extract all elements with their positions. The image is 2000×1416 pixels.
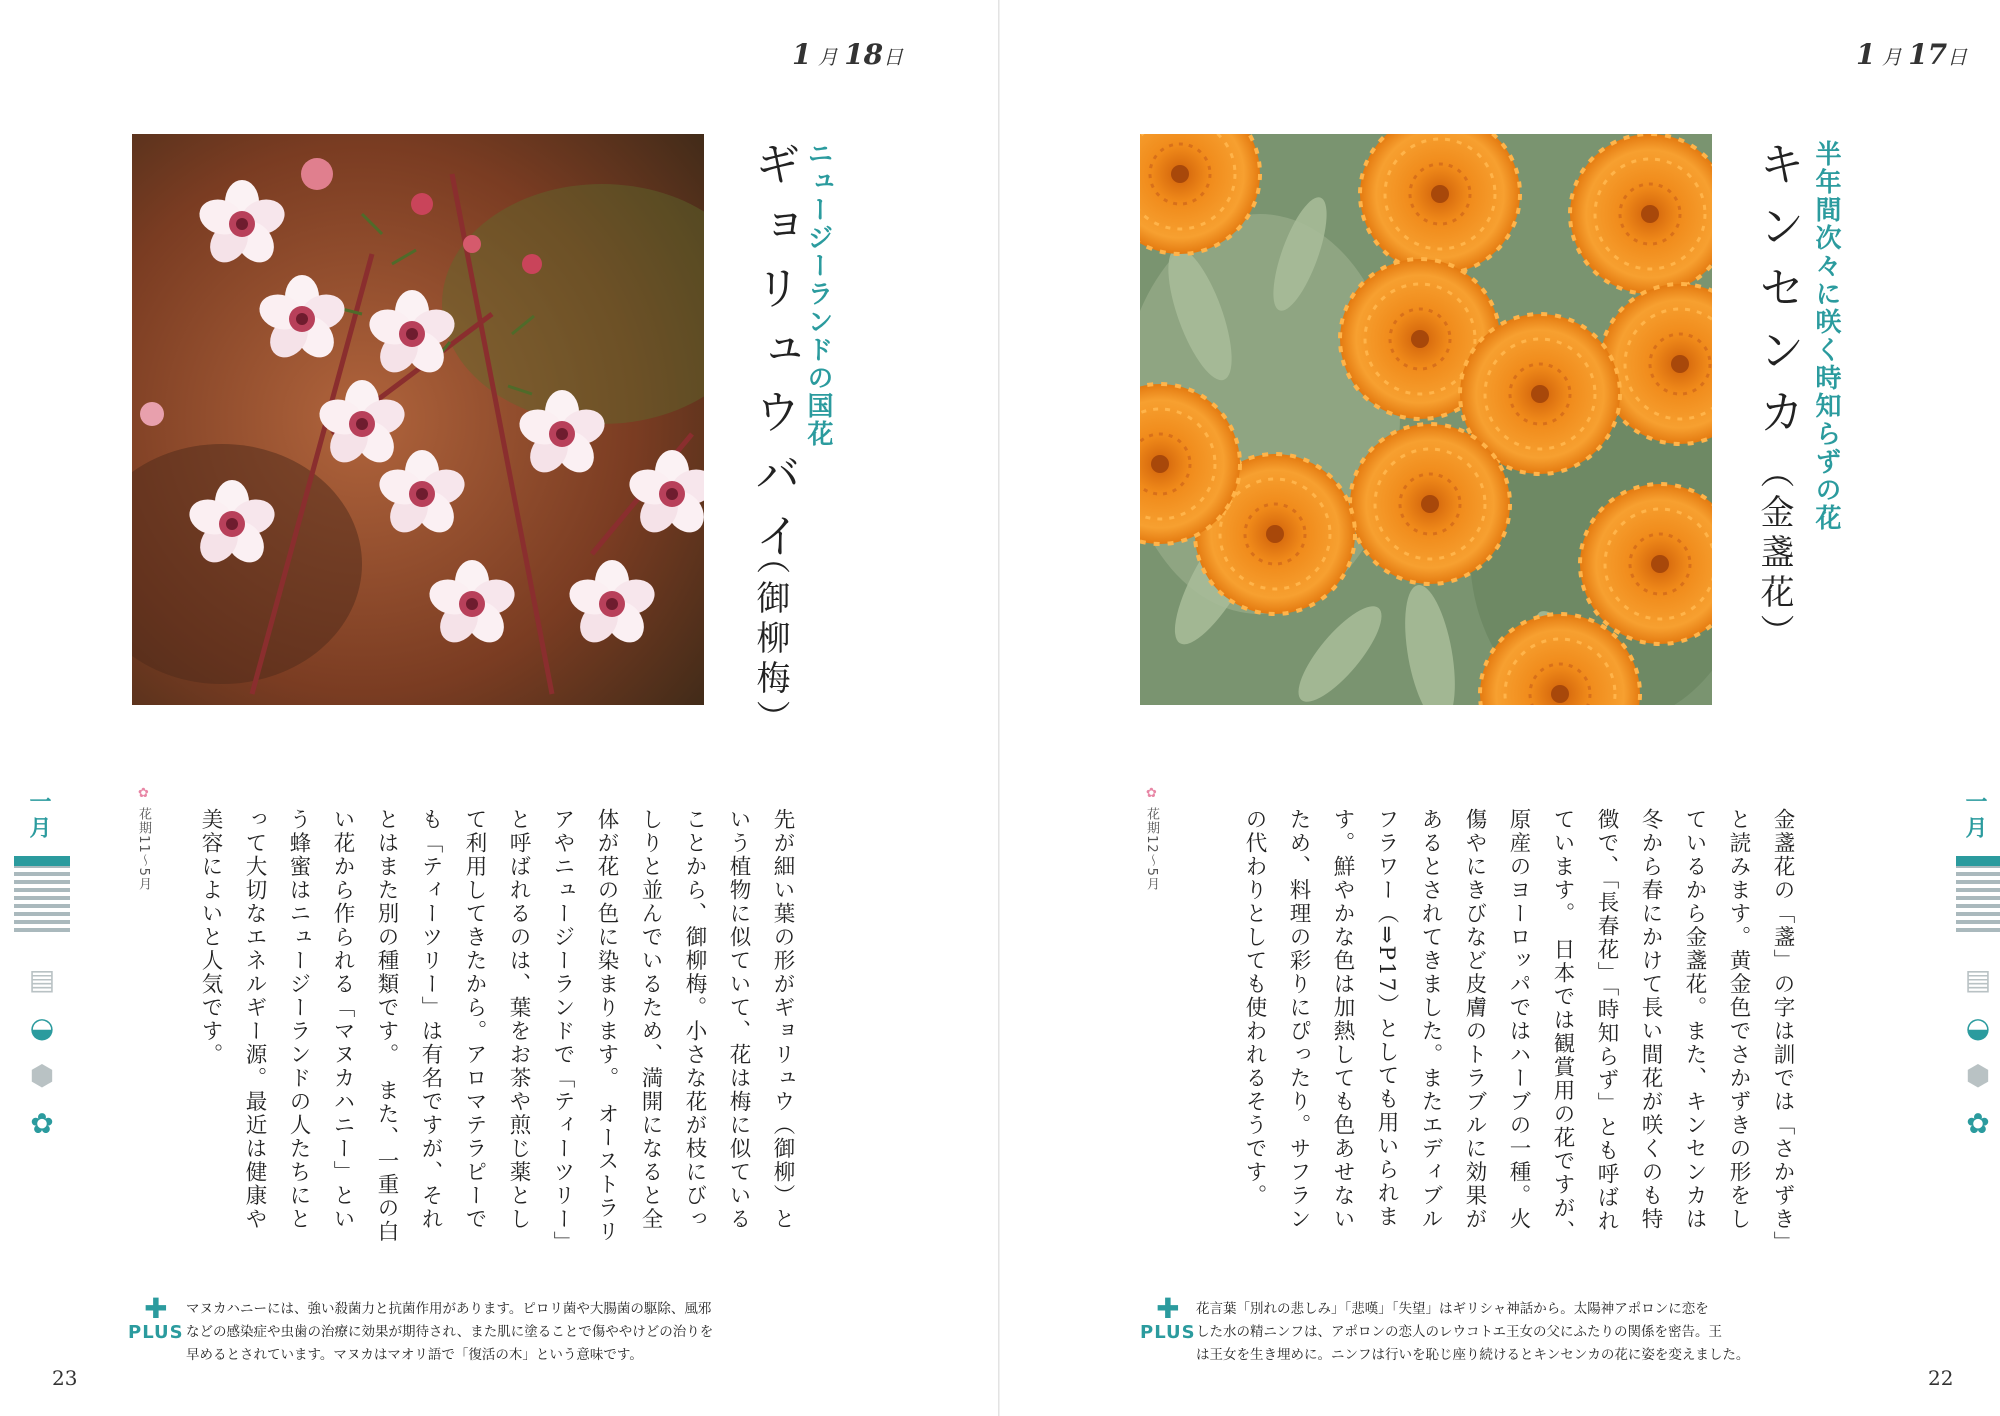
bloom-season-text: 花期11～5月 — [136, 807, 151, 891]
date-month-unit: 月 — [817, 45, 838, 69]
plus-note-line: は王女を生き埋めに。ニンフは行いを恥じ座り続けるとキンセンカの花に姿を変えました。 — [1196, 1347, 1750, 1363]
calendula-flower-photo — [1140, 134, 1712, 705]
month-tab — [1956, 790, 2000, 1148]
date-month-unit: 月 — [1881, 45, 1902, 69]
plus-note-line: などの感染症や虫歯の治療に効果が期待され、また肌に塗ることで傷ややけどの治りを — [186, 1324, 714, 1340]
tab-month-label: 一月 — [1962, 790, 1988, 842]
flower-mark-icon: ✿ — [136, 786, 151, 802]
box-icon: ⬢ — [29, 1059, 55, 1092]
manuka-flower-photo — [132, 134, 704, 705]
plus-label — [128, 1292, 184, 1343]
plus-word: PLUS — [1140, 1322, 1196, 1343]
page-number: 23 — [52, 1366, 78, 1390]
tab-icons — [14, 956, 70, 1148]
date-day: 17 — [1908, 38, 1948, 71]
flower-tagline: ニュージーランドの国花 — [803, 140, 833, 448]
box-icon: ⬢ — [1965, 1059, 1991, 1092]
plus-note — [186, 1298, 713, 1367]
tab-stripes — [1956, 856, 2000, 936]
flower-name: キンセンカ — [1752, 140, 1806, 450]
book-icon: ▤ — [28, 963, 56, 996]
date-month: 1 — [1856, 38, 1876, 71]
month-tab — [14, 790, 70, 1148]
bloom-season-text: 花期12～5月 — [1144, 807, 1159, 891]
tab-stripes — [14, 856, 70, 936]
plus-note-line: マヌカハニーには、強い殺菌力と抗菌作用があります。ピロリ菌や大腸菌の駆除、風邪 — [186, 1301, 712, 1317]
right-page — [1000, 0, 2000, 1416]
flower-kanji-name: （御柳梅） — [750, 540, 790, 740]
date-month: 1 — [792, 38, 812, 71]
flower-icon: ✿ — [30, 1107, 54, 1140]
page-number: 22 — [1928, 1366, 1954, 1390]
tab-month-label: 一月 — [26, 790, 52, 842]
bloom-season — [1142, 786, 1161, 891]
page-date — [792, 38, 903, 71]
plus-word: PLUS — [128, 1322, 184, 1343]
flower-kanji-name: （金盞花） — [1754, 454, 1794, 654]
flower-name: ギョリュウバイ — [748, 140, 802, 574]
flower-tagline: 半年間次々に咲く時知らずの花 — [1811, 140, 1841, 532]
date-day-unit: 日 — [883, 45, 904, 69]
plus-note-line: 花言葉「別れの悲しみ」「悲嘆」「失望」はギリシャ神話から。太陽神アポロンに恋を — [1196, 1301, 1709, 1317]
book-icon: ▤ — [1964, 963, 1992, 996]
body-text: 金盞花の「盞」の字は訓では「さかずき」と読みます。黄金色でさかずきの形をしているから金盞花。また、キンセンカは冬から春にかけて長い間花が咲くのも特徴で、「長春花」「時知らず」とも呼ばれています。 日本では観賞用の花ですが、原産のヨーロッパではハーブの一種。火傷やにきびなど皮膚のトラブルに効果があるとされてきました。またエディブルフラワー（⇒P17）としても用いられます。鮮やかな色は加熱しても色あせないため、料理の彩りにぴったり。サフランの代わりとしても使われるそうです。 — [1242, 808, 1795, 1244]
page-date — [1856, 38, 1967, 71]
body-text: 先が細い葉の形がギョリュウ（御柳）という植物に似ていて、花は梅に似ていることから、御柳梅。小さな花が枝にびっしりと並んでいるため、満開になると全体が花の色に染まります。 オーストラリアやニュージーランドで「ティーツリー」と呼ばれるのは、葉をお茶や煎じ薬として利用してきたから。アロマテラピーでも「ティーツリー」は有名ですが、それとはまた別の種類です。 また、一重の白い花から作られる「マヌカハニー」という蜂蜜はニュージーランドの人たちにとって大切なエネルギー源。最近は健康や美容によいと人気です。 — [198, 808, 795, 1244]
bloom-season — [134, 786, 153, 891]
plus-note — [1196, 1298, 1749, 1367]
date-day: 18 — [844, 38, 884, 71]
date-day-unit: 日 — [1947, 45, 1968, 69]
bowl-icon: ◒ — [1965, 1011, 1991, 1044]
flower-icon: ✿ — [1966, 1107, 1990, 1140]
flower-mark-icon: ✿ — [1144, 786, 1159, 802]
bowl-icon: ◒ — [29, 1011, 55, 1044]
plus-label — [1140, 1292, 1196, 1343]
plus-icon: ✚ — [144, 1292, 168, 1325]
plus-note-line: した水の精ニンフは、アポロンの恋人のレウコトエ王女の父にふたりの関係を密告。王 — [1196, 1324, 1722, 1340]
plus-note-line: 早めるとされています。マヌカはマオリ語で「復活の木」という意味です。 — [186, 1347, 643, 1363]
tab-icons — [1956, 956, 2000, 1148]
plus-icon: ✚ — [1156, 1292, 1180, 1325]
